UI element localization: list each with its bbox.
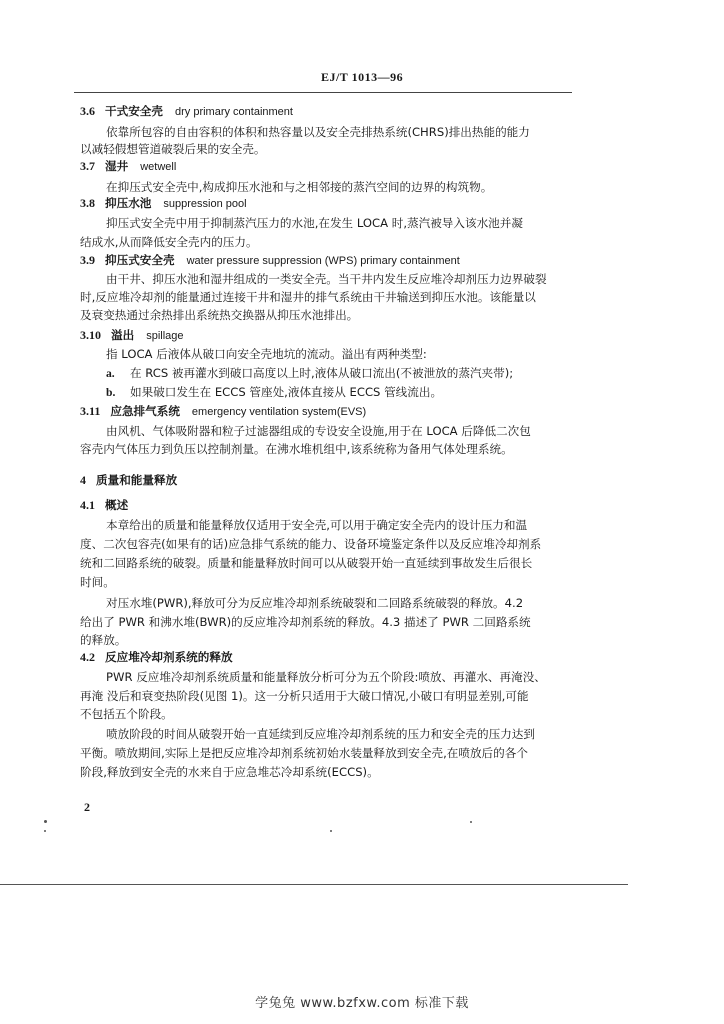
section-3-8-heading	[80, 196, 247, 211]
section-number: 4.1	[80, 498, 95, 512]
paragraph-line: 对压水堆(PWR),释放可分为反应堆冷却剂系统破裂和二回路系统破裂的释放。4.2	[106, 596, 524, 610]
section-3-9-heading	[80, 253, 460, 268]
paragraph-line: 抑压式安全壳中用于抑制蒸汽压力的水池,在发生 LOCA 时,蒸汽被导入该水池并凝	[106, 216, 523, 230]
paragraph-line: 时,反应堆冷却剂的能量通过连接干井和湿井的排气系统由干井输送到抑压水池。该能量以	[80, 290, 536, 304]
section-4-1-heading	[80, 498, 128, 512]
paragraph-line: 再淹 没后和衰变热阶段(见图 1)。这一分析只适用于大破口情况,小破口有明显差别,可能	[80, 689, 529, 703]
list-marker: b.	[106, 386, 116, 399]
paragraph-line: 阶段,释放到安全壳的水来自于应急堆芯冷却系统(ECCS)。	[80, 765, 379, 779]
term-english: dry primary containment	[174, 106, 293, 118]
page-number: 2	[84, 800, 90, 814]
paragraph-line: 由干井、抑压水池和湿井组成的一类安全壳。当干井内发生反应堆冷却剂压力边界破裂	[106, 272, 547, 286]
chapter-4-heading	[80, 473, 177, 487]
term-english: suppression pool	[163, 198, 247, 210]
term-english: water pressure suppression (WPS) primary containment	[186, 255, 460, 267]
section-3-7-heading	[80, 159, 176, 174]
paragraph-line: 及衰变热通过余热排出系统热交换器从抑压水池排出。	[80, 308, 359, 322]
paragraph-line: 由风机、气体吸附器和粒子过滤器组成的专设安全设施,用于在 LOCA 后降低二次包	[106, 424, 531, 438]
paragraph-line: 在抑压式安全壳中,构成抑压水池和与之相邻接的蒸汽空间的边界的构筑物。	[106, 180, 493, 194]
paragraph-line: 以减轻假想管道破裂后果的安全壳。	[80, 142, 266, 156]
paragraph-line: 时间。	[80, 575, 115, 589]
paragraph-line: 给出了 PWR 和沸水堆(BWR)的反应堆冷却剂系统的释放。4.3 描述了 PWR 二回路系统	[80, 615, 531, 629]
list-item-text: 在 RCS 被再灌水到破口高度以上时,液体从破口流出(不被泄放的蒸汽夹带);	[130, 366, 514, 380]
term-chinese: 抑压水池	[105, 196, 152, 210]
list-item	[106, 366, 513, 381]
section-number: 3.10	[80, 328, 101, 342]
term-english: wetwell	[140, 161, 177, 173]
term-chinese: 抑压式安全壳	[105, 253, 175, 267]
chapter-title: 质量和能量释放	[96, 473, 178, 487]
paragraph-line: 容壳内气体压力到负压以控制剂量。在沸水堆机组中,该系统称为备用气体处理系统。	[80, 442, 513, 456]
scan-speck	[44, 820, 47, 823]
section-number: 3.7	[80, 159, 95, 173]
section-number: 4.2	[80, 650, 95, 664]
paragraph-line: 依靠所包容的自由容积的体积和热容量以及安全壳排热系统(CHRS)排出热能的能力	[106, 125, 530, 139]
term-chinese: 干式安全壳	[105, 104, 163, 118]
header-divider	[74, 92, 572, 93]
paragraph-line: PWR 反应堆冷却剂系统质量和能量释放分析可分为五个阶段:喷放、再灌水、再淹没、	[106, 670, 546, 684]
section-number: 3.9	[80, 253, 95, 267]
paragraph-line: 不包括五个阶段。	[80, 707, 173, 721]
watermark-footer: 学兔兔 www.bzfxw.com 标准下载	[255, 996, 469, 1011]
section-number: 3.8	[80, 196, 95, 210]
section-4-2-heading	[80, 650, 233, 664]
chapter-number: 4	[80, 473, 86, 487]
document-code-header: EJ/T 1013—96	[320, 70, 404, 84]
paragraph-line: 度、二次包容壳(如果有的话)应急排气系统的能力、设备环境鉴定条件以及反应堆冷却剂系	[80, 537, 542, 551]
term-english: emergency ventilation system(EVS)	[191, 406, 367, 418]
scan-speck	[330, 830, 332, 832]
section-number: 3.11	[80, 404, 101, 418]
paragraph-line: 平衡。喷放期间,实际上是把反应堆冷却剂系统初始水装量释放到安全壳,在喷放后的各个	[80, 746, 528, 760]
scan-edge-line	[0, 884, 628, 885]
section-title: 反应堆冷却剂系统的释放	[105, 650, 233, 664]
section-3-10-heading	[80, 328, 184, 343]
paragraph-line: 喷放阶段的时间从破裂开始一直延续到反应堆冷却剂系统的压力和安全壳的压力达到	[106, 727, 535, 741]
section-3-11-heading	[80, 404, 366, 419]
list-item	[106, 385, 442, 400]
list-item-text: 如果破口发生在 ECCS 管座处,液体直接从 ECCS 管线流出。	[130, 385, 443, 399]
section-3-6-heading	[80, 104, 293, 119]
section-title: 概述	[105, 498, 129, 512]
paragraph-line: 本章给出的质量和能量释放仅适用于安全壳,可以用于确定安全壳内的设计压力和温	[106, 518, 528, 532]
term-chinese: 湿井	[105, 159, 129, 173]
list-marker: a.	[106, 367, 115, 380]
scan-speck	[470, 821, 472, 823]
paragraph-line: 的释放。	[80, 633, 127, 647]
section-number: 3.6	[80, 104, 95, 118]
paragraph-line: 结成水,从而降低安全壳内的压力。	[80, 235, 258, 249]
scan-speck	[44, 830, 46, 832]
term-english: spillage	[146, 330, 184, 342]
term-chinese: 应急排气系统	[110, 404, 180, 418]
paragraph-line: 统和二回路系统的破裂。质量和能量释放时间可以从破裂开始一直延续到事故发生后很长	[80, 556, 533, 570]
paragraph-line: 指 LOCA 后液体从破口向安全壳地坑的流动。溢出有两种类型:	[106, 347, 427, 361]
term-chinese: 溢出	[111, 328, 135, 342]
